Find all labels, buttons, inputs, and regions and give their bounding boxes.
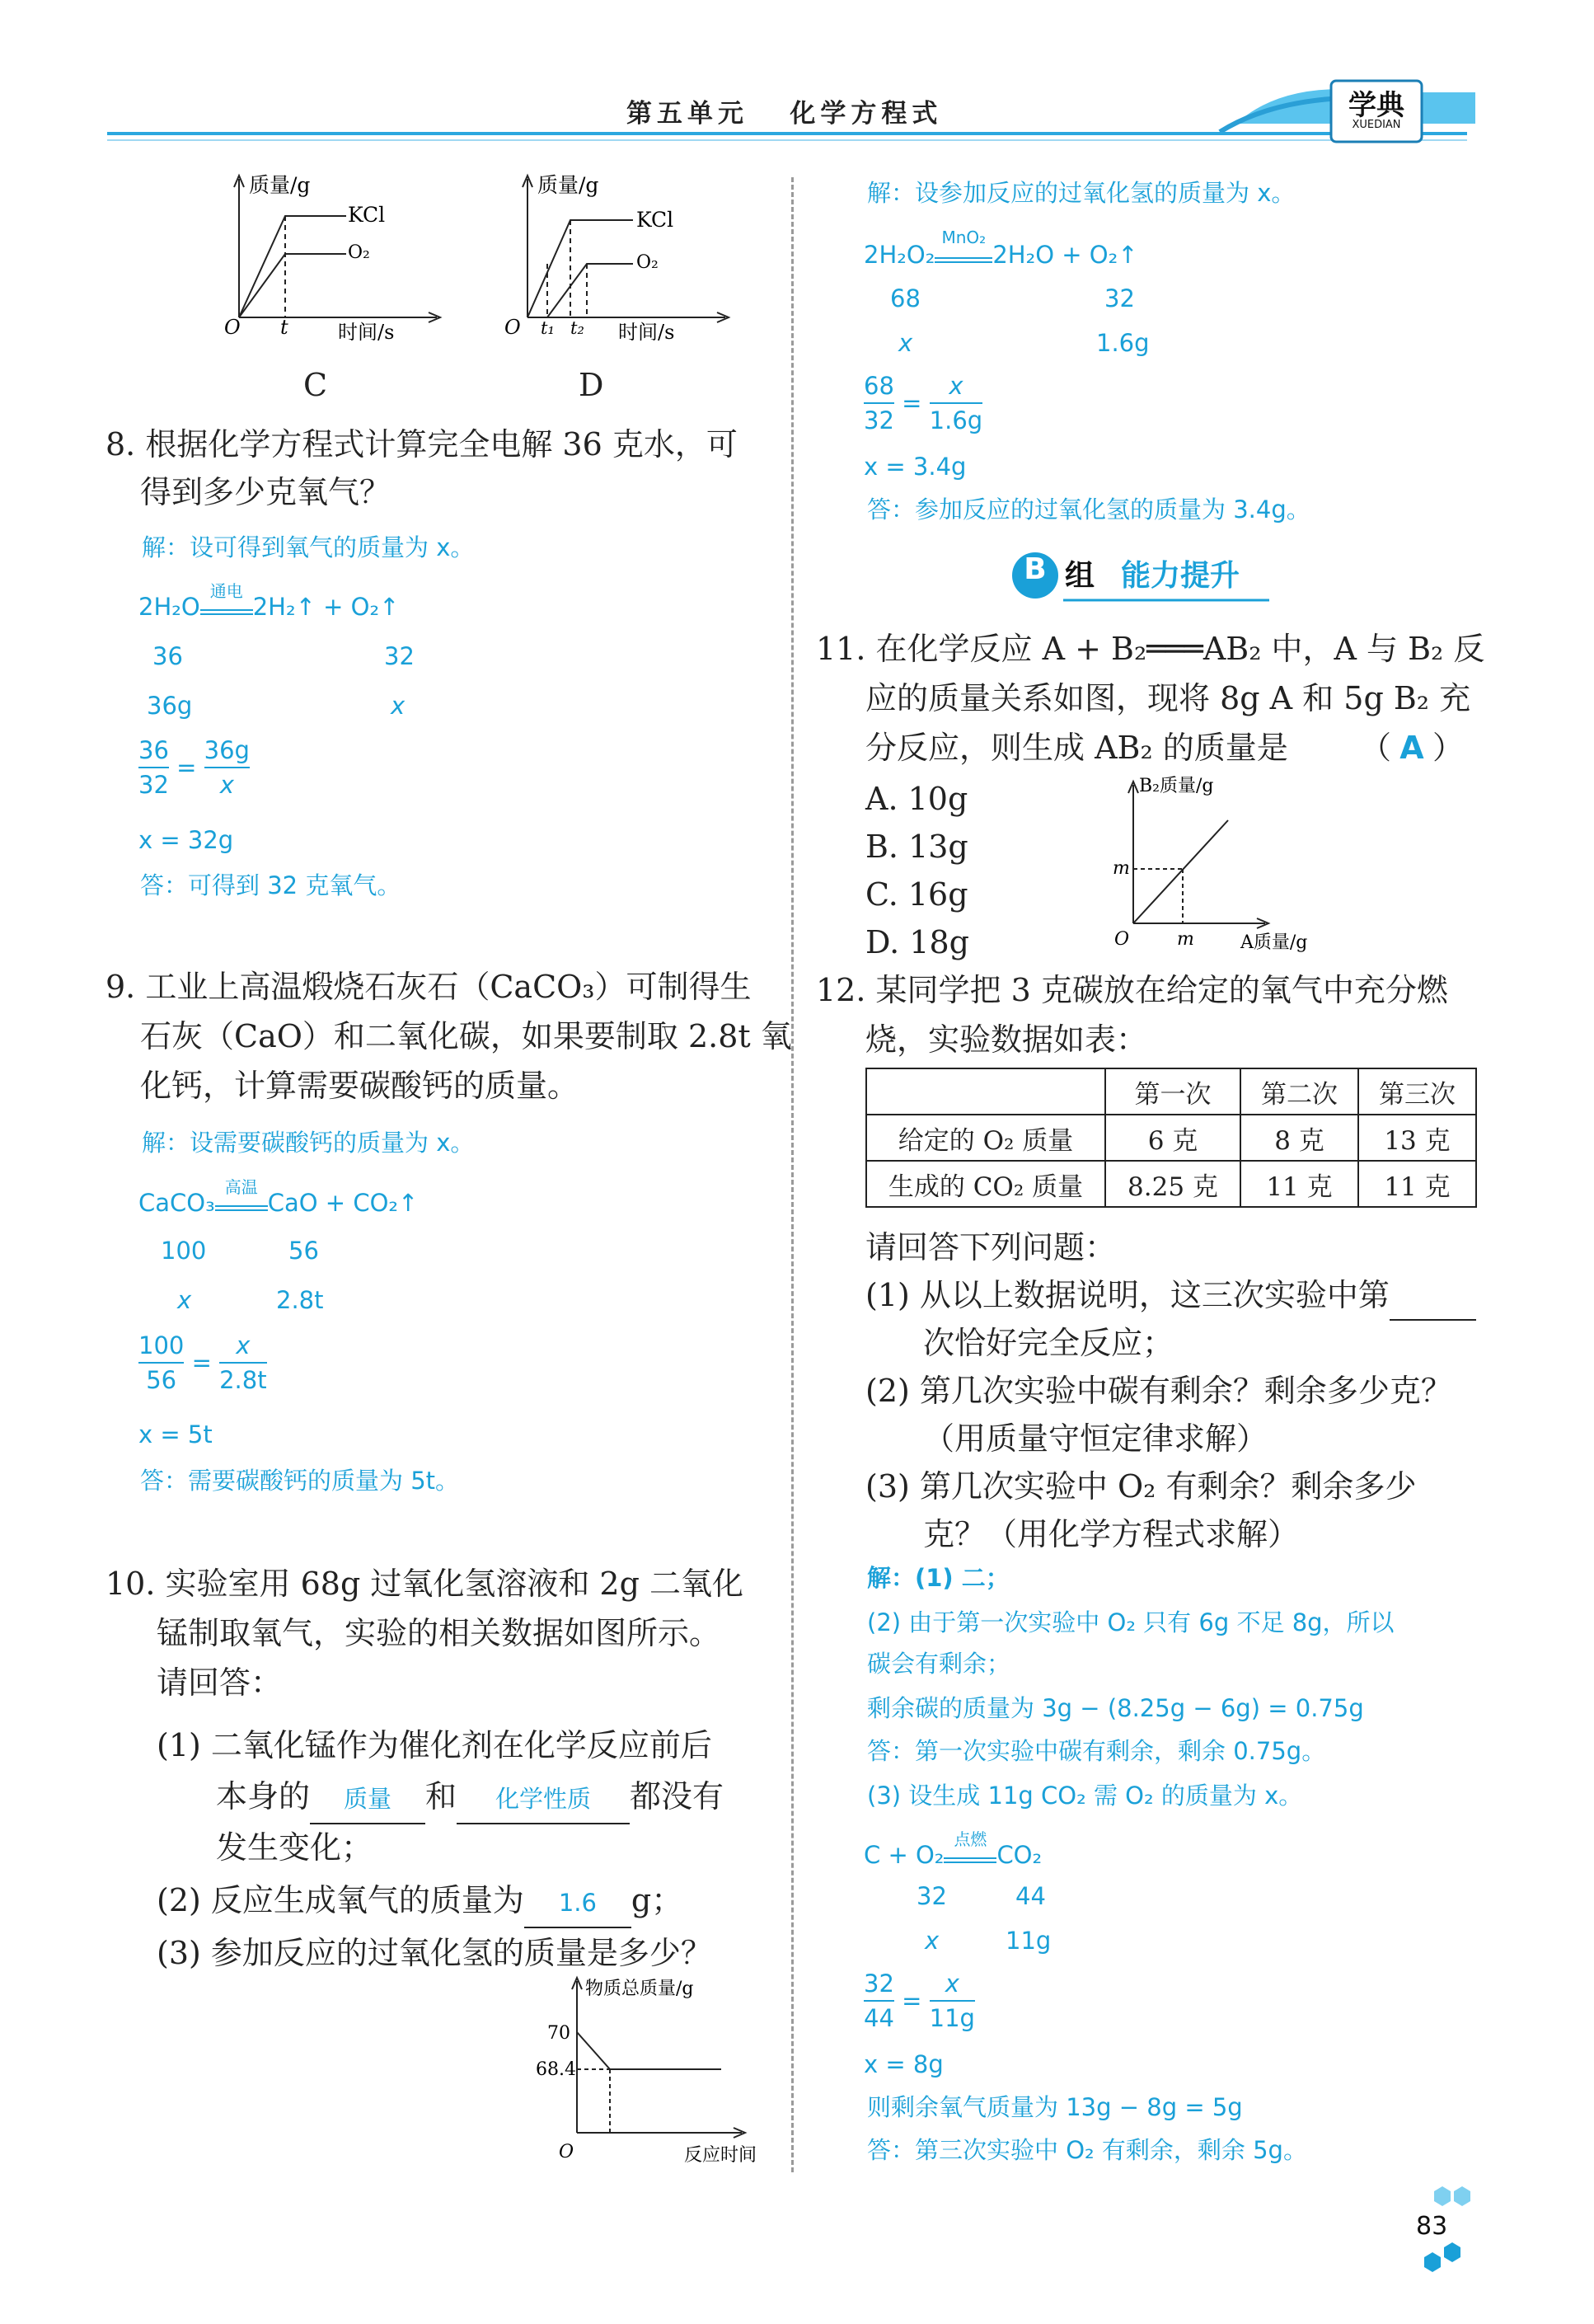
graph-c-line2: O₂ bbox=[348, 242, 370, 263]
table-cell: 第一次 bbox=[1105, 1068, 1240, 1115]
column-divider bbox=[791, 177, 794, 2172]
q12-sol-l5: 答：第一次实验中碳有剩余，剩余 0.75g。 bbox=[867, 1737, 1326, 1765]
table-cell bbox=[866, 1068, 1105, 1115]
graph-d-t2: t₂ bbox=[570, 318, 584, 338]
q12-table bbox=[865, 1068, 1477, 1208]
table-row bbox=[866, 1161, 1476, 1207]
graph-c-yaxis: 质量/g bbox=[249, 173, 311, 197]
graph-d-t1: t₁ bbox=[541, 318, 555, 338]
q10-equation: 2H₂O₂ MnO₂ 2H₂O + O₂↑ bbox=[864, 228, 1138, 269]
brand-logo: 学典 bbox=[1348, 89, 1404, 122]
q8-sol-intro: 解：设可得到氧气的质量为 x。 bbox=[142, 533, 475, 561]
q12-ask: 请回答下列问题： bbox=[865, 1229, 1117, 1265]
q9-value-a: x bbox=[177, 1286, 192, 1314]
q10-p1b: 本身的 质量 和 化学性质 都没有 bbox=[216, 1772, 724, 1824]
graph-d-line2: O₂ bbox=[636, 252, 659, 273]
q12-s2a: (2) 第几次实验中碳有剩余？剩余多少克？ bbox=[865, 1373, 1452, 1409]
section-group: 组 bbox=[1065, 559, 1095, 593]
q12-value-a: x bbox=[925, 1927, 940, 1955]
graph-d-label: D bbox=[579, 367, 604, 403]
graph-c-t: t bbox=[280, 316, 288, 339]
q10-graph-yaxis: 物质总质量/g bbox=[585, 1979, 694, 1999]
q9-fraction: $\frac{100}{56}$ = $\frac{x}{2.8t}$ bbox=[138, 1329, 267, 1397]
q10-p1a: (1) 二氧化锰作为催化剂在化学反应前后 bbox=[157, 1727, 712, 1763]
q11-line3: 分反应，则生成 AB₂ 的质量是 bbox=[865, 730, 1288, 766]
q8-ratio-a: 36 bbox=[152, 642, 183, 670]
q8-ratio-b: 32 bbox=[384, 642, 415, 670]
q8-line2: 得到多少克氧气？ bbox=[140, 474, 391, 510]
q12-sol-l7: 则剩余氧气质量为 13g − 8g = 5g bbox=[867, 2093, 1243, 2121]
q11-graph-yaxis: B₂质量/g bbox=[1139, 776, 1214, 796]
q12-value-b: 11g bbox=[1006, 1927, 1052, 1955]
graph-d-origin: O bbox=[504, 316, 521, 339]
q12-ratio-a: 32 bbox=[917, 1882, 947, 1910]
q9-result: x = 5t bbox=[138, 1420, 213, 1448]
q10-sol-intro: 解：设参加反应的过氧化氢的质量为 x。 bbox=[867, 179, 1296, 207]
q11-answer-box: （ A ） bbox=[1360, 724, 1464, 772]
q8-value-a: 36g bbox=[147, 692, 193, 720]
table-cell: 第二次 bbox=[1240, 1068, 1358, 1115]
q12-s3b: 克？（用化学方程式求解） bbox=[923, 1516, 1300, 1552]
q12-s3a: (3) 第几次实验中 O₂ 有剩余？剩余多少 bbox=[865, 1468, 1417, 1505]
q8-line1: 8. 根据化学方程式计算完全电解 36 克水，可 bbox=[105, 426, 738, 462]
q12-sol-l6: (3) 设生成 11g CO₂ 需 O₂ 的质量为 x。 bbox=[867, 1782, 1303, 1810]
q11-option-c: C. 16g bbox=[865, 876, 968, 913]
q10-value-a: x bbox=[898, 329, 913, 357]
q10-fraction: $\frac{68}{32}$ = $\frac{x}{1.6g}$ bbox=[864, 369, 982, 437]
q12-line1: 12. 某同学把 3 克碳放在给定的氧气中充分燃 bbox=[816, 972, 1448, 1008]
q10-fill3: 1.6 bbox=[524, 1879, 631, 1928]
q11-line2: 应的质量关系如图，现将 8g A 和 5g B₂ 充 bbox=[865, 680, 1471, 716]
q10-fill2: 化学性质 bbox=[457, 1775, 630, 1824]
q12-sol-l2: (2) 由于第一次实验中 O₂ 只有 6g 不足 8g，所以 bbox=[867, 1608, 1395, 1636]
q11-option-a: A. 10g bbox=[865, 781, 968, 817]
graph-c-origin: O bbox=[224, 316, 241, 339]
q11-line1: 11. 在化学反应 A + B₂═══AB₂ 中，A 与 B₂ 反 bbox=[816, 631, 1485, 667]
graph-d bbox=[495, 169, 767, 359]
q12-s1b: 次恰好完全反应； bbox=[923, 1325, 1174, 1361]
q12-equation: C + O₂ 点燃 CO₂ bbox=[864, 1829, 1043, 1869]
header-title: 第五单元 化学方程式 bbox=[626, 99, 943, 129]
table-cell: 8 克 bbox=[1240, 1115, 1358, 1161]
q12-ratio-b: 44 bbox=[1015, 1882, 1046, 1910]
table-header-row bbox=[866, 1068, 1476, 1115]
graph-c bbox=[206, 169, 478, 359]
graph-d-xaxis: 时间/s bbox=[618, 321, 675, 344]
brand-logo-en: XUEDIAN bbox=[1352, 119, 1401, 131]
q9-line2: 石灰（CaO）和二氧化碳，如果要制取 2.8t 氧 bbox=[140, 1018, 792, 1054]
q9-line1: 9. 工业上高温煅烧石灰石（CaCO₃）可制得生 bbox=[105, 969, 752, 1005]
graph-c-label: C bbox=[303, 367, 328, 403]
q12-s1a: (1) 从以上数据说明，这三次实验中第 bbox=[865, 1271, 1476, 1321]
graph-c-xaxis: 时间/s bbox=[338, 321, 395, 344]
table-cell: 11 克 bbox=[1358, 1161, 1476, 1207]
q10-p2: (2) 反应生成氧气的质量为 1.6 g； bbox=[157, 1876, 682, 1928]
q10-p3: (3) 参加反应的过氧化氢的质量是多少？ bbox=[157, 1935, 712, 1971]
table-cell: 13 克 bbox=[1358, 1115, 1476, 1161]
q9-sol-intro: 解：设需要碳酸钙的质量为 x。 bbox=[142, 1129, 475, 1157]
section-badge: B bbox=[1024, 552, 1047, 586]
q12-line2: 烧，实验数据如表： bbox=[865, 1021, 1148, 1058]
q10-p1c: 发生变化； bbox=[216, 1829, 373, 1866]
q9-value-b: 2.8t bbox=[276, 1286, 324, 1314]
q10-value-b: 1.6g bbox=[1096, 329, 1150, 357]
q12-fraction: $\frac{32}{44}$ = $\frac{x}{11g}$ bbox=[864, 1967, 975, 2035]
q11-graph-m-y: m bbox=[1113, 858, 1130, 879]
q10-line3: 请回答： bbox=[157, 1664, 283, 1701]
graph-c-line1: KCl bbox=[348, 203, 386, 227]
q12-sol-l1: 解：(1) 二； bbox=[867, 1564, 1010, 1592]
q12-sol-l3: 碳会有剩余； bbox=[867, 1650, 1011, 1678]
q11-graph-origin: O bbox=[1114, 929, 1130, 950]
q11-option-d: D. 18g bbox=[865, 924, 969, 960]
q10-graph-v1: 70 bbox=[547, 2023, 570, 2044]
q11-graph-xaxis: A质量/g bbox=[1240, 932, 1308, 953]
table-cell: 给定的 O₂ 质量 bbox=[866, 1115, 1105, 1161]
graph-d-yaxis: 质量/g bbox=[537, 173, 599, 197]
q10-fill1: 质量 bbox=[310, 1775, 425, 1824]
q8-value-b: x bbox=[391, 692, 406, 720]
table-cell: 11 克 bbox=[1240, 1161, 1358, 1207]
q12-sol-l4: 剩余碳的质量为 3g − (8.25g − 6g) = 0.75g bbox=[867, 1694, 1364, 1722]
q10-ratio-b: 32 bbox=[1104, 284, 1135, 312]
q10-ratio-a: 68 bbox=[890, 284, 921, 312]
q12-result: x = 8g bbox=[864, 2050, 944, 2078]
q10-answer: 答：参加反应的过氧化氢的质量为 3.4g。 bbox=[867, 495, 1310, 523]
q12-sol-l8: 答：第三次实验中 O₂ 有剩余，剩余 5g。 bbox=[867, 2136, 1307, 2164]
q11-graph bbox=[1104, 775, 1343, 956]
table-cell: 8.25 克 bbox=[1105, 1161, 1240, 1207]
q8-equation: 2H₂O 通电 2H₂↑ + O₂↑ bbox=[138, 581, 400, 621]
q8-fraction: $\frac{36}{32}$ = $\frac{36g}{x}$ bbox=[138, 734, 250, 801]
q9-answer: 答：需要碳酸钙的质量为 5t。 bbox=[140, 1467, 460, 1495]
table-cell: 第三次 bbox=[1358, 1068, 1476, 1115]
q10-line2: 锰制取氧气，实验的相关数据如图所示。 bbox=[157, 1615, 721, 1651]
q9-ratio-a: 100 bbox=[161, 1237, 207, 1265]
q10-line1: 10. 实验室用 68g 过氧化氢溶液和 2g 二氧化 bbox=[105, 1566, 744, 1602]
q10-graph-origin: O bbox=[559, 2142, 574, 2162]
section-title: 能力提升 bbox=[1121, 559, 1240, 593]
q11-graph-m-x: m bbox=[1177, 929, 1194, 950]
q10-graph-xaxis: 反应时间 bbox=[684, 2145, 757, 2166]
q8-result: x = 32g bbox=[138, 826, 234, 854]
table-cell: 生成的 CO₂ 质量 bbox=[866, 1161, 1105, 1207]
q9-ratio-b: 56 bbox=[288, 1237, 319, 1265]
q8-answer: 答：可得到 32 克氧气。 bbox=[140, 871, 401, 899]
q10-result: x = 3.4g bbox=[864, 453, 967, 481]
q10-graph bbox=[536, 1974, 783, 2164]
q11-answer: A bbox=[1399, 730, 1424, 766]
q11-option-b: B. 13g bbox=[865, 829, 968, 865]
q12-s2b: （用质量守恒定律求解） bbox=[923, 1420, 1268, 1457]
q9-equation: CaCO₃ 高温 CaO + CO₂↑ bbox=[138, 1177, 419, 1217]
table-row bbox=[866, 1115, 1476, 1161]
q9-line3: 化钙，计算需要碳酸钙的质量。 bbox=[140, 1068, 579, 1104]
graph-d-line1: KCl bbox=[636, 208, 674, 232]
q10-graph-v2: 68.4 bbox=[536, 2059, 576, 2080]
page-number: 83 bbox=[1416, 2212, 1448, 2241]
table-cell: 6 克 bbox=[1105, 1115, 1240, 1161]
